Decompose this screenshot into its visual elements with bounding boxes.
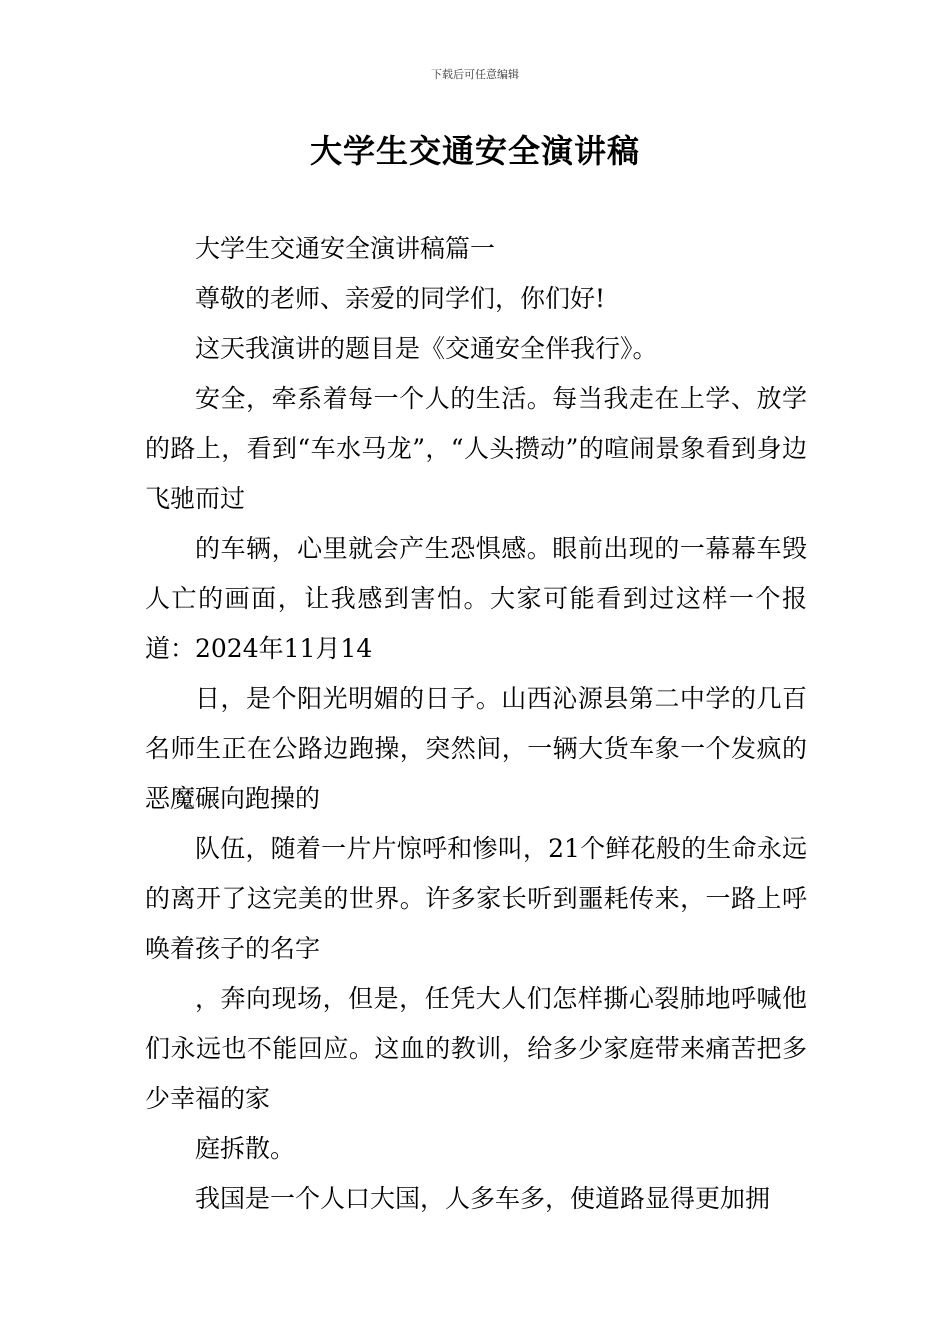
- body-paragraph: 庭拆散。: [195, 1134, 296, 1163]
- document-body: [145, 224, 807, 1224]
- body-paragraph: 日，是个阳光明媚的日子。山西沁源县第二中学的几百名师生正在公路边跑操，突然间，一辆大货车象一个发疯的恶魔碾向跑操的: [145, 684, 807, 813]
- body-paragraph: 安全，牵系着每一个人的生活。每当我走在上学、放学的路上，看到“车水马龙”，“人头攒动”的喧闹景象看到身边飞驰而过: [145, 384, 807, 513]
- greeting-paragraph: 尊敬的老师、亲爱的同学们，你们好!: [195, 284, 606, 313]
- header-note: 下载后可任意编辑: [431, 68, 519, 81]
- body-paragraph: 我国是一个人口大国，人多车多，使道路显得更加拥: [195, 1184, 771, 1213]
- section-heading: 大学生交通安全演讲稿篇一: [195, 234, 496, 263]
- body-paragraph: 队伍，随着一片片惊呼和惨叫，21个鲜花般的生命永远的离开了这完美的世界。许多家长听到噩耗传来，一路上呼唤着孩子的名字: [145, 834, 807, 963]
- body-paragraph: 的车辆，心里就会产生恐惧感。眼前出现的一幕幕车毁人亡的画面，让我感到害怕。大家可能看到过这样一个报道：2024年11月14: [145, 534, 807, 663]
- body-paragraph: ，奔向现场，但是，任凭大人们怎样撕心裂肺地呼喊他们永远也不能回应。这血的教训，给多少家庭带来痛苦把多少幸福的家: [145, 984, 807, 1113]
- document-title: 大学生交通安全演讲稿: [309, 132, 640, 170]
- topic-paragraph: 这天我演讲的题目是《交通安全伴我行》。: [195, 334, 658, 363]
